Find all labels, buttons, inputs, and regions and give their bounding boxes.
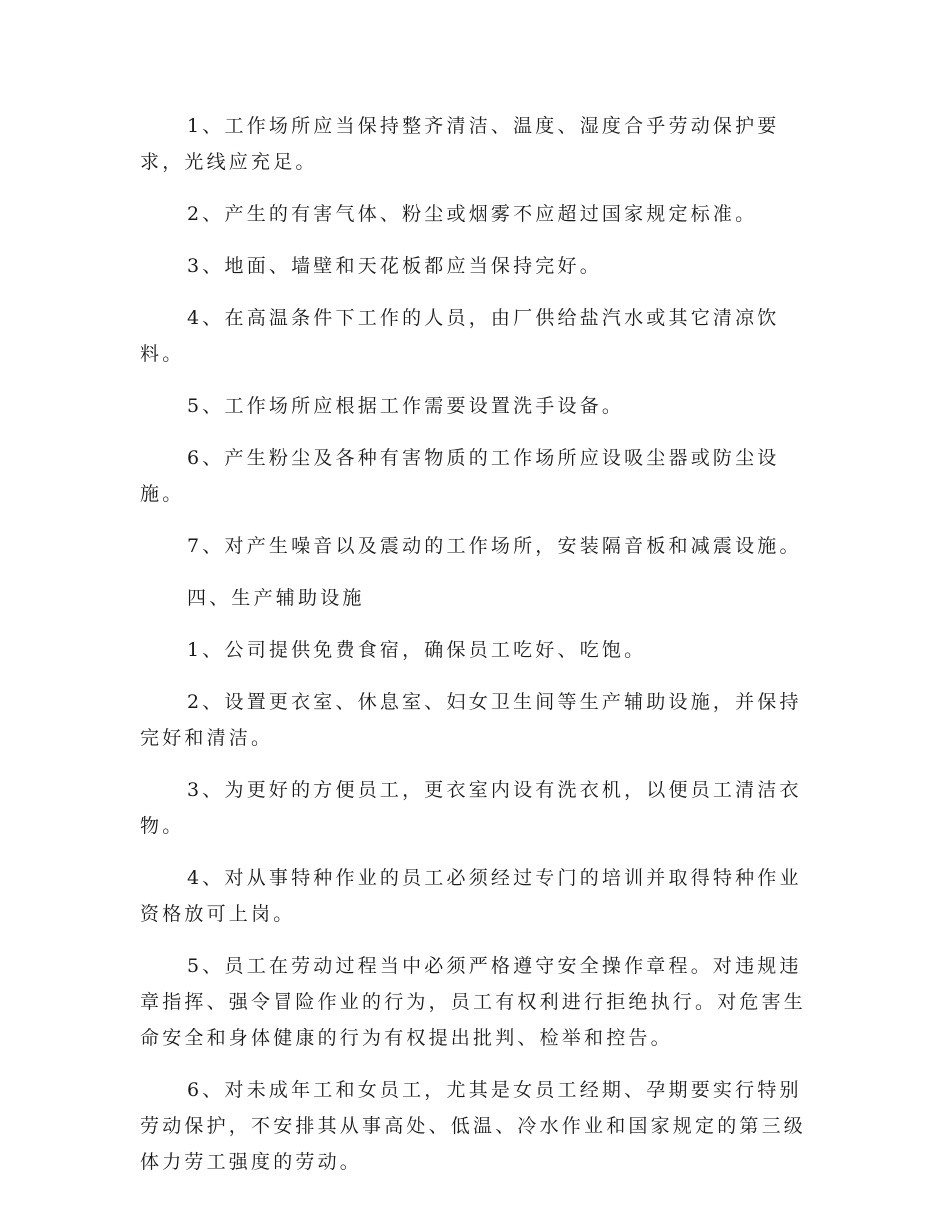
paragraph-safety-rules: 5、员工在劳动过程当中必须严格遵守安全操作章程。对违规违章指挥、强令冒险作业的行为，员工有权利进行拒绝执行。对危害生命安全和身体健康的行为有权提出批判、检举和控告。: [140, 955, 807, 1049]
paragraph-harmful-gas: 2、产生的有害气体、粉尘或烟雾不应超过国家规定标准。: [187, 203, 758, 225]
paragraph-hand-washing: 5、工作场所应根据工作需要设置洗手设备。: [187, 395, 625, 417]
paragraph-auxiliary-facilities: 2、设置更衣室、休息室、妇女卫生间等生产辅助设施，并保持完好和清洁。: [140, 691, 802, 749]
paragraph-noise-vibration: 7、对产生噪音以及震动的工作场所，安装隔音板和减震设施。: [187, 535, 802, 557]
paragraph-food-lodging: 1、公司提供免费食宿，确保员工吃好、吃饱。: [187, 639, 647, 661]
document-body: [140, 108, 810, 1196]
paragraph-female-minor-protection: 6、对未成年工和女员工，尤其是女员工经期、孕期要实行特别劳动保护，不安排其从事高处、低温、冷水作业和国家规定的第三级体力劳工强度的劳动。: [140, 1079, 807, 1173]
section-heading: 四、生产辅助设施: [187, 587, 365, 609]
paragraph-special-operations: 4、对从事特种作业的员工必须经过专门的培训并取得特种作业资格放可上岗。: [140, 867, 802, 925]
paragraph-high-temperature: 4、在高温条件下工作的人员，由厂供给盐汽水或其它清凉饮料。: [140, 307, 780, 365]
paragraph-dust-control: 6、产生粉尘及各种有害物质的工作场所应设吸尘器或防尘设施。: [140, 447, 780, 505]
paragraph-workplace-clean: 1、工作场所应当保持整齐清洁、温度、湿度合乎劳动保护要求，光线应充足。: [140, 115, 780, 173]
paragraph-floor-walls: 3、地面、墙壁和天花板都应当保持完好。: [187, 255, 602, 277]
paragraph-washing-machine: 3、为更好的方便员工，更衣室内设有洗衣机，以便员工清洁衣物。: [140, 779, 802, 837]
